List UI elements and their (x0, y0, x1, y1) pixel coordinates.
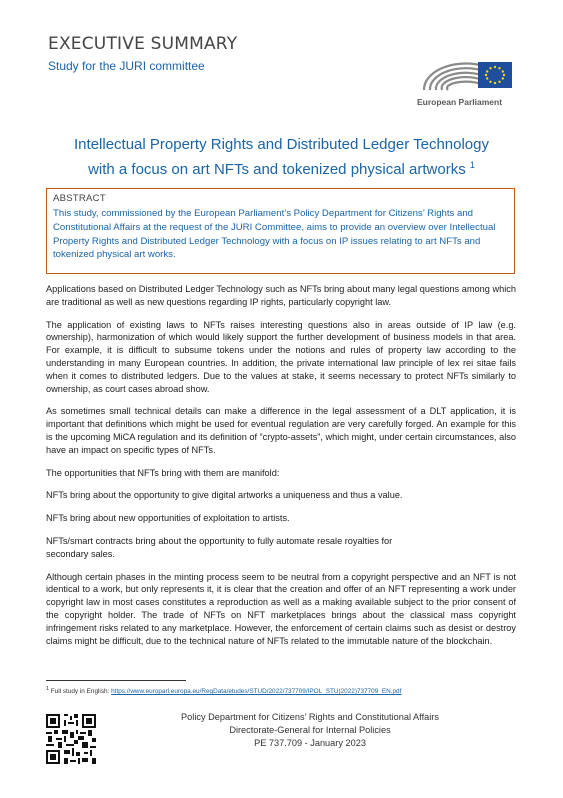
document-type-title: EXECUTIVE SUMMARY (48, 34, 238, 54)
qr-code-icon (46, 714, 96, 764)
paragraph: The opportunities that NFTs bring with them are manifold: (46, 467, 280, 478)
footer (130, 711, 490, 751)
title-footnote-ref[interactable]: 1 (469, 160, 475, 170)
document-subtitle: Study for the JURI committee (48, 59, 205, 73)
paragraph: As sometimes small technical details can make a difference in the legal assessment of a DLT application, it is important that definitions which might be used for eventual regulation are very carefully forged. An example for this is the upcoming MiCA regulation and its definition of “crypto-assets”, which might, under certain circumstances, also have an impact on specific types of NFTs. (46, 406, 516, 455)
study-title-line-2-text: with a focus on art NFTs and tokenized physical artworks (88, 161, 466, 178)
footnote-divider (46, 680, 186, 681)
paragraph: Applications based on Distributed Ledger Technology such as NFTs bring about many legal questions among which are traditional as well as new questions regarding IP rights, particularly copyright law. (46, 284, 516, 307)
footer-reference: PE 737.709 - January 2023 (254, 738, 366, 749)
footer-directorate: Directorate-General for Internal Policies (229, 725, 391, 736)
abstract-heading: ABSTRACT (53, 193, 106, 204)
paragraph: The application of existing laws to NFTs raises interesting questions also in areas outside of IP law (e.g. ownership), harmonization of which would likely support the further development of business models in that area. For example, it is difficult to subsume tokens under the notions and rules of property law according to the understanding in many European countries. In addition, the private international law principle of lex rei sitae fails when it comes to distributed ledgers. Due to the values at stake, it seems necessary to protect NFTs similarly to ownership, as court cases abroad show. (46, 319, 516, 394)
footnote-text: Full study in English: (50, 688, 112, 696)
abstract-box (46, 188, 515, 274)
paragraph: NFTs/smart contracts bring about the opportunity to fully automate resale royalties for secondary sales. (46, 535, 393, 559)
study-title-line-1: Intellectual Property Rights and Distributed Ledger Technology (74, 136, 489, 153)
study-title (30, 134, 533, 180)
footer-department: Policy Department for Citizens’ Rights and Constitutional Affairs (181, 712, 439, 722)
footnote-number: 1 (46, 686, 49, 692)
footnote (46, 686, 526, 695)
paragraph: NFTs bring about new opportunities of exploitation to artists. (46, 513, 290, 524)
summary-body (46, 283, 516, 657)
paragraph: Although certain phases in the minting process seem to be neutral from a copyright perspective and an NFT is not identical to a work, but only represents it, it is clear that the creation and offer of an NFT representing a work under copyright law in most cases constitutes a reproduction as well as a making available subject to the prior consent of the copyright holder. The trade of NFTs on NFT marketplaces brings about the classical mass copyright infringement risks related to any marketplace. However, the enforcement of certain claims such as desist or destroy claims might be difficult, due to the technical nature of NFTs related to the immutable nature of the blockchain. (46, 571, 516, 646)
paragraph: NFTs bring about the opportunity to give digital artworks a uniqueness and thus a value. (46, 490, 403, 501)
study-title-line-2 (30, 155, 533, 180)
abstract-text: This study, commissioned by the European Parliament’s Policy Department for Citizens’ Rights and Constitutional Affairs at the request of the JURI Committee, aims to provide an overview over Intellectual Property Rights and Distributed Ledger Technology with a focus on IP issues relating to art NFTs and tokenized physical art works. (53, 208, 496, 261)
european-parliament-logo-text: European Parliament (417, 97, 503, 107)
footnote-link[interactable]: https://www.europarl.europa.eu/RegData/etudes/STUD/2022/737709/IPOL_STU(2022)737709_EN.pdf (111, 688, 402, 696)
